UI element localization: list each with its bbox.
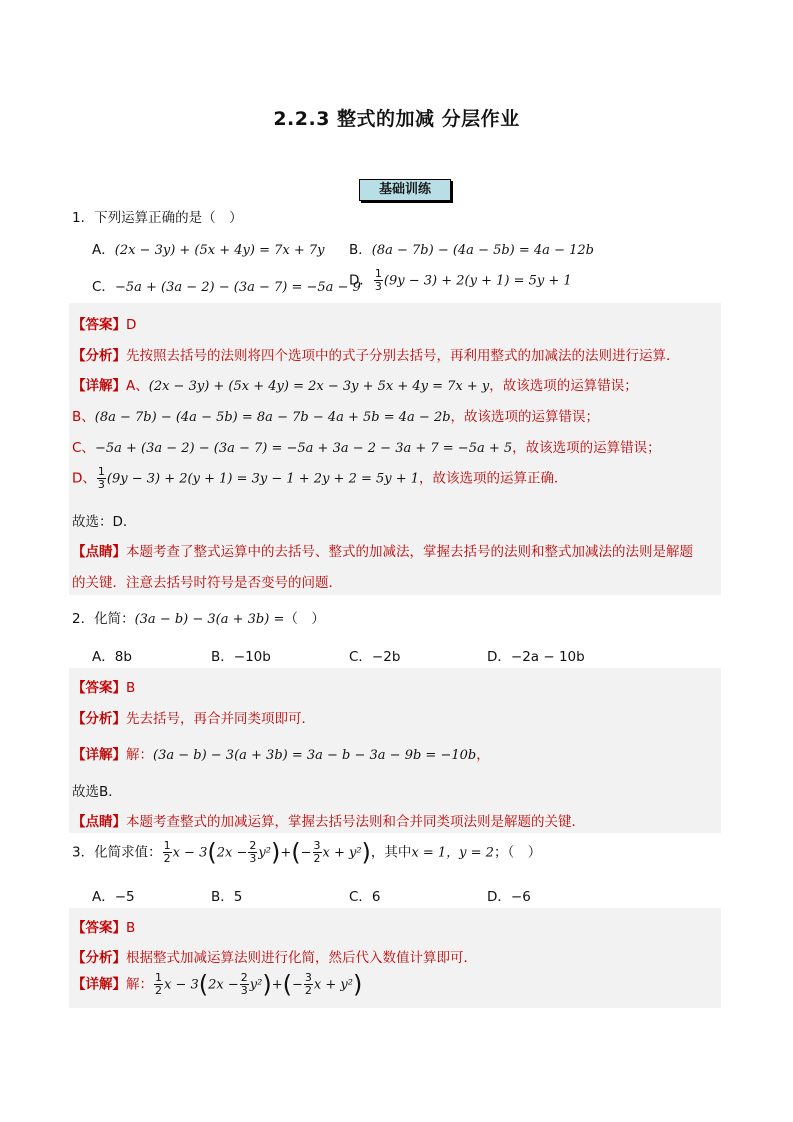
- q1-option-a: A．(2x − 3y) + (5x + 4y) = 7x + 7y: [92, 242, 325, 258]
- q3-option-d: D．−6: [487, 889, 531, 905]
- q1-answer: 【答案】D: [72, 317, 137, 333]
- q3-option-c: C．6: [349, 889, 381, 905]
- paren: ): [262, 970, 272, 999]
- q3-option-b: B．5: [211, 889, 243, 905]
- fraction: $\frac{1}{3}$: [374, 267, 382, 293]
- fraction: $\frac{1}{2}$: [155, 971, 162, 997]
- q1-choose: 故选：D．: [72, 514, 137, 530]
- q2-stem: 2．化简：(3a − b) − 3(a + 3b) =（ ）: [72, 611, 325, 627]
- q1-analysis: 【分析】先按照去括号的法则将四个选项中的式子分别去括号，再利用整式的加减法的法则进行运算．: [72, 348, 680, 364]
- q2-option-c: C．−2b: [349, 649, 401, 665]
- q1-option-c: C．−5a + (3a − 2) − (3a − 7) = −5a − 9: [92, 279, 361, 295]
- q3-answer: 【答案】B: [72, 920, 136, 936]
- fraction: $\frac{1}{3}$: [97, 465, 105, 491]
- paren: (: [291, 838, 301, 867]
- paren: (: [207, 838, 217, 867]
- q1-comment-2: 的关键．注意去括号时符号是否变号的问题．: [72, 575, 342, 591]
- paren: (: [198, 970, 209, 999]
- q3-detail: 【详解】解： $\frac{1}{2}$ x − 3(2x − $\frac{2}{3}$ y²)+(− $\frac{3}{2}$ x + y²): [72, 970, 363, 999]
- q2-answer: 【答案】B: [72, 680, 136, 696]
- q2-comment: 【点睛】本题考查整式的加减运算，掌握去括号法则和合并同类项法则是解题的关键．: [72, 814, 585, 830]
- q1-comment-1: 【点睛】本题考查了整式运算中的去括号、整式的加减法，掌握去括号的法则和整式加减法的法则是解题: [72, 544, 693, 560]
- q1-detail-b: B、(8a − 7b) − (4a − 5b) = 8a − 7b − 4a + 5b = 4a − 2b，故该选项的运算错误；: [72, 409, 600, 425]
- q3-analysis: 【分析】根据整式加减运算法则进行化简，然后代入数值计算即可．: [72, 950, 477, 966]
- paren: ): [361, 838, 371, 867]
- q1-detail-c: C、−5a + (3a − 2) − (3a − 7) = −5a + 3a − 2 − 3a + 7 = −5a + 5，故该选项的运算错误；: [72, 440, 661, 456]
- q2-option-b: B．−10b: [211, 649, 271, 665]
- paren: ): [270, 838, 281, 867]
- q2-option-a: A．8b: [92, 649, 132, 665]
- q1-option-b: B．(8a − 7b) − (4a − 5b) = 4a − 12b: [349, 242, 594, 258]
- q2-choose: 故选B．: [72, 784, 122, 800]
- paren: ): [352, 970, 363, 999]
- q3-option-a: A．−5: [92, 889, 135, 905]
- q2-analysis: 【分析】先去括号，再合并同类项即可．: [72, 711, 315, 727]
- fraction: $\frac{2}{3}$: [240, 971, 248, 997]
- fraction: $\frac{3}{2}$: [313, 839, 321, 865]
- page-title: 2.2.3 整式的加减 分层作业: [273, 108, 520, 130]
- paren: (: [282, 970, 292, 999]
- fraction: $\frac{1}{2}$: [163, 839, 171, 865]
- q3-stem: 3．化简求值： $\frac{1}{2}$ x − 3(2x − $\frac{2}{3}$ y²)+(− $\frac{3}{2}$ x + y²)，其中x = 1，y = 2；（ ）: [72, 838, 542, 867]
- q1-option-d: D． $\frac{1}{3}$ (9y − 3) + 2(y + 1) = 5y + 1: [349, 267, 572, 293]
- section-label: 基础训练: [359, 179, 451, 201]
- q1-stem: 1．下列运算正确的是（ ）: [72, 210, 243, 226]
- fraction: $\frac{3}{2}$: [304, 971, 312, 997]
- fraction: $\frac{2}{3}$: [249, 839, 257, 865]
- q2-option-d: D．−2a − 10b: [487, 649, 585, 665]
- q1-detail-d: D、 $\frac{1}{3}$ (9y − 3) + 2(y + 1) = 3y − 1 + 2y + 2 = 5y + 1，故该选项的运算正确．: [72, 465, 568, 491]
- q2-detail: 【详解】解：(3a − b) − 3(a + 3b) = 3a − b − 3a − 9b = −10b，: [72, 747, 490, 763]
- q1-detail-a: 【详解】A、(2x − 3y) + (5x + 4y) = 2x − 3y + 5x + 4y = 7x + y，故该选项的运算错误；: [72, 378, 638, 394]
